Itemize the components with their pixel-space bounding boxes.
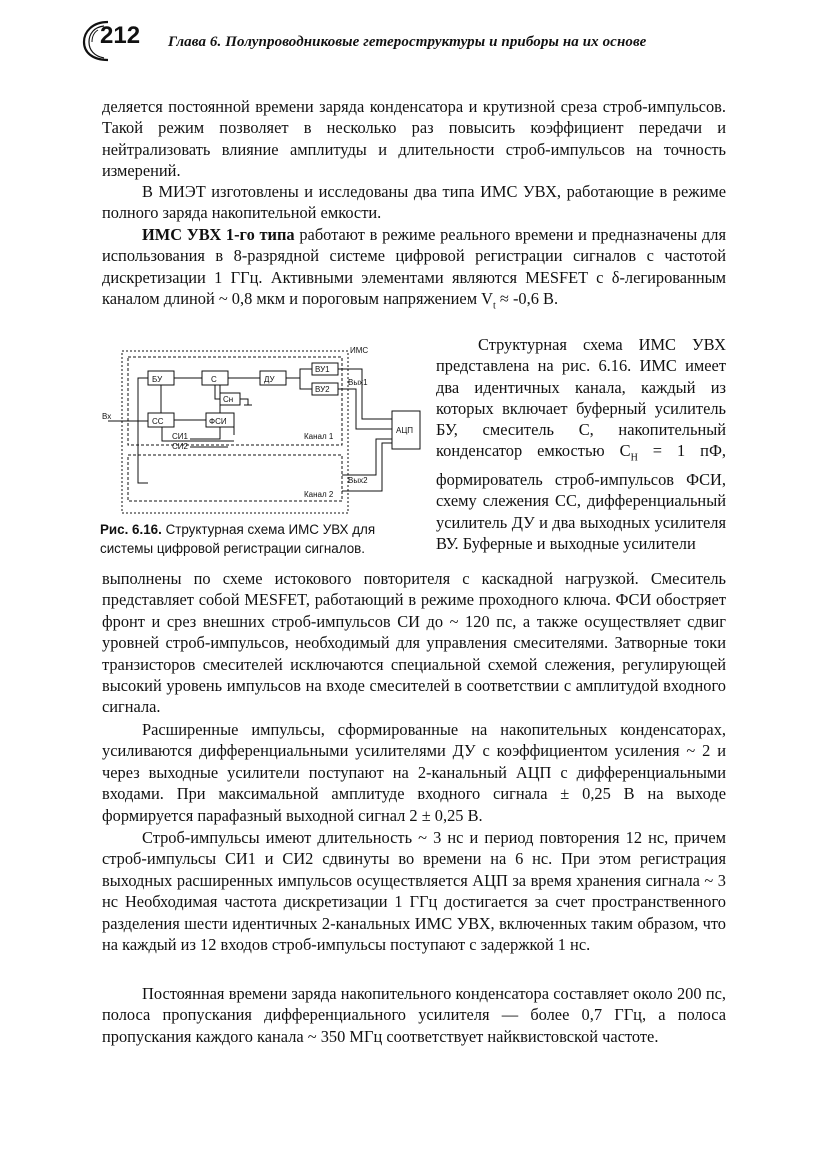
label-ims: ИМС: [350, 346, 369, 355]
label-adc: АЦП: [396, 426, 414, 435]
label-vu2: ВУ2: [315, 385, 330, 394]
label-kanal1: Канал 1: [304, 432, 334, 441]
label-du: ДУ: [264, 375, 275, 384]
label-vyh2: Вых2: [348, 476, 368, 485]
side-text-a: Структурная схема ИМС УВХ представлена на рис. 6.16. ИМС имеет два идентичных канала, каждый из которых включает буферный усилитель БУ, смеситель С, накопительный конденсатор емкостью C: [436, 335, 726, 461]
paragraph-5: Расширенные импульсы, сформированные на накопительных конденсаторах, усиливаются дифференциальными усилителями ДУ с коэффициентом усиления ~ 2 и через выходные усилители поступают на 2-канальный АЦП с дифференциальными входами. При максимальной амплитуде входного сигнала ± 0,25 В на выходе формируется парафазный выходной сигнал 2 ± 0,25 В.: [102, 720, 726, 825]
label-si1: СИ1: [172, 432, 188, 441]
label-kanal2: Канал 2: [304, 490, 334, 499]
caption-label: Рис. 6.16.: [100, 522, 162, 537]
figure-6-16: [100, 343, 426, 518]
paragraph-3-sub: t: [493, 300, 496, 312]
label-s: С: [211, 375, 217, 384]
label-si2: СИ2: [172, 442, 188, 451]
paragraph-3-lead: ИМС УВХ 1-го типа: [142, 225, 295, 244]
figure-side-text: [436, 334, 726, 554]
label-fsi: ФСИ: [209, 417, 227, 426]
label-bu: БУ: [152, 375, 163, 384]
figure-caption: [100, 520, 418, 558]
block-diagram: [100, 343, 426, 518]
paragraph-3: [102, 224, 726, 317]
side-text-b: = 1 пФ, формирователь строб-импульсов ФСИ, схему слежения СС, дифференциальный усилитель ДУ и два выходных усилителя ВУ. Буферные и выходные усилители: [436, 441, 726, 553]
paragraph-1: деляется постоянной времени заряда конденсатора и крутизной среза строб-импульсов. Такой режим позволяет в несколько раз повысить коэффициент передачи и нейтрализовать влияние амплитуды и длительности строб-импульсов на точность измерений.: [102, 97, 726, 181]
paragraph-2: В МИЭТ изготовлены и исследованы два типа ИМС УВХ, работающие в режиме полного заряда накопительной емкости.: [102, 182, 726, 223]
caption-text: Структурная схема ИМС УВХ для системы цифровой регистрации сигналов.: [100, 522, 376, 556]
paragraph-6: Строб-импульсы имеют длительность ~ 3 нс и период повторения 12 нс, причем строб-импульсы СИ1 и СИ2 сдвинуты во времени на 6 нс. При этом регистрация выходных расширенных импульсов осуществляется АЦП за время хранения сигнала ~ 3 нс Необходимая частота дискретизации 1 ГГц достигается за счет пространственного разделения шести идентичных 2-канальных ИМС УВХ, включенных таким образом, что на каждый из 12 входов строб-импульсы поступают с задержкой 1 нс.: [102, 828, 726, 955]
paragraph-4-continuation: выполнены по схеме истокового повторителя с каскадной нагрузкой. Смеситель представляет собой MESFET, работающий в режиме проходного ключа. ФСИ обостряет фронт и срез внешних строб-импульсов СИ до ~ 120 пс, а также осуществляет сдвиг уровней строб-импульсов, необходимый для управления смесителями. Затворные токи транзисторов смесителей исключаются специальной схемой слежения, регулирующей высокий уровень импульсов на входе смесителей в соответствии с амплитудой входного сигнала.: [102, 569, 726, 717]
paragraph-3-rest: работают в режиме реального времени и предназначены для использования в 8-разрядной системе цифровой регистрации сигналов с частотой дискретизации 1 ГГц. Активными элементами являются MESFET с δ-легированным каналом длиной ~ 0,8 мкм и пороговым напряжением V: [102, 225, 726, 309]
label-vx: Вх: [102, 412, 112, 421]
paragraph-3-end: ≈ -0,6 В.: [495, 289, 559, 309]
label-ss: СС: [152, 417, 164, 426]
side-text-sub: Н: [630, 452, 638, 464]
label-cn: Cн: [223, 395, 234, 404]
label-vu1: ВУ1: [315, 365, 330, 374]
running-head: Глава 6. Полупроводниковые гетероструктуры и приборы на их основе: [168, 34, 647, 50]
paragraph-7: Постоянная времени заряда накопительного конденсатора составляет около 200 пс, полоса пропускания дифференциального усилителя — более 0,7 ГГц, а полоса пропускания каждого канала ~ 350 МГц соответствует найквистовской частоте.: [102, 984, 726, 1046]
label-vyh1: Вых1: [348, 378, 368, 387]
page-number: 212: [100, 22, 141, 49]
